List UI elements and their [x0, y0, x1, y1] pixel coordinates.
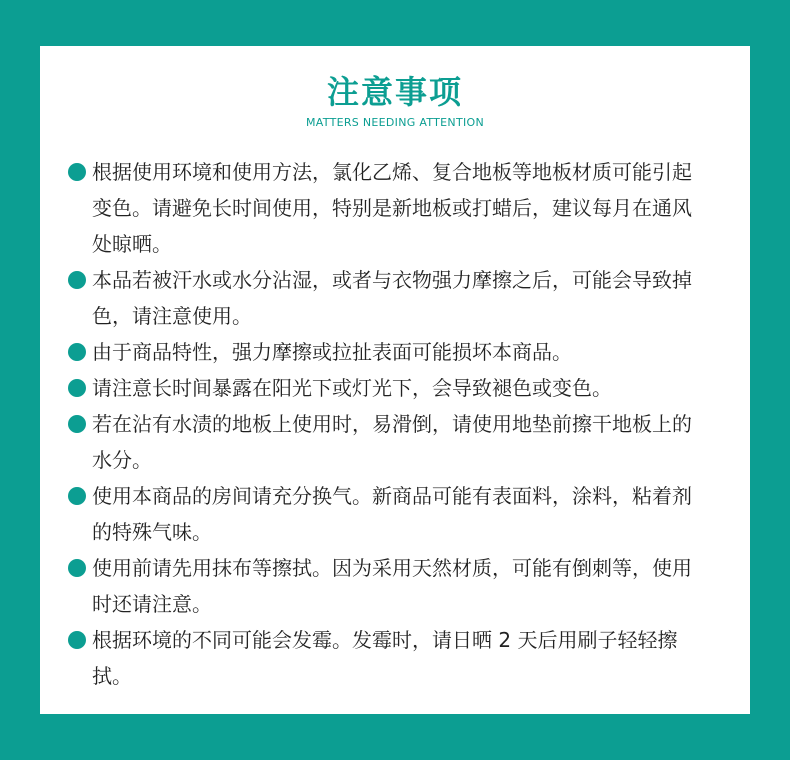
list-item-text: 由于商品特性，强力摩擦或拉扯表面可能损坏本商品。: [92, 340, 572, 364]
bullet-dot-icon: [68, 343, 86, 361]
bullet-dot-icon: [68, 379, 86, 397]
list-item-text: 根据使用环境和使用方法，氯化乙烯、复合地板等地板材质可能引起变色。请避免长时间使用，特别是新地板或打蜡后，建议每月在通风处晾晒。: [92, 160, 692, 256]
list-item-text: 请注意长时间暴露在阳光下或灯光下，会导致褪色或变色。: [92, 376, 612, 400]
list-item: [68, 406, 708, 478]
page-subtitle: MATTERS NEEDING ATTENTION: [305, 116, 485, 129]
list-item-text: 根据环境的不同可能会发霉。发霉时，请日晒 2 天后用刷子轻轻擦拭。: [92, 628, 678, 688]
bullet-dot-icon: [68, 271, 86, 289]
list-item-text: 若在沾有水渍的地板上使用时，易滑倒，请使用地垫前擦干地板上的水分。: [92, 412, 692, 472]
list-item: [68, 370, 708, 406]
list-item: [68, 622, 708, 694]
list-item: [68, 550, 708, 622]
list-item-text: 本品若被汗水或水分沾湿，或者与衣物强力摩擦之后，可能会导致掉色，请注意使用。: [92, 268, 692, 328]
bullet-dot-icon: [68, 631, 86, 649]
notice-list: [68, 154, 708, 694]
list-item: [68, 262, 708, 334]
list-item: [68, 334, 708, 370]
bullet-dot-icon: [68, 415, 86, 433]
page-title: 注意事项: [326, 73, 463, 111]
bullet-dot-icon: [68, 559, 86, 577]
list-item: [68, 154, 708, 262]
list-item: [68, 478, 708, 550]
list-item-text: 使用前请先用抹布等擦拭。因为采用天然材质，可能有倒刺等，使用时还请注意。: [92, 556, 692, 616]
bullet-dot-icon: [68, 487, 86, 505]
notice-card: [40, 46, 750, 714]
bullet-dot-icon: [68, 163, 86, 181]
list-item-text: 使用本商品的房间请充分换气。新商品可能有表面料，涂料，粘着剂的特殊气味。: [92, 484, 692, 544]
